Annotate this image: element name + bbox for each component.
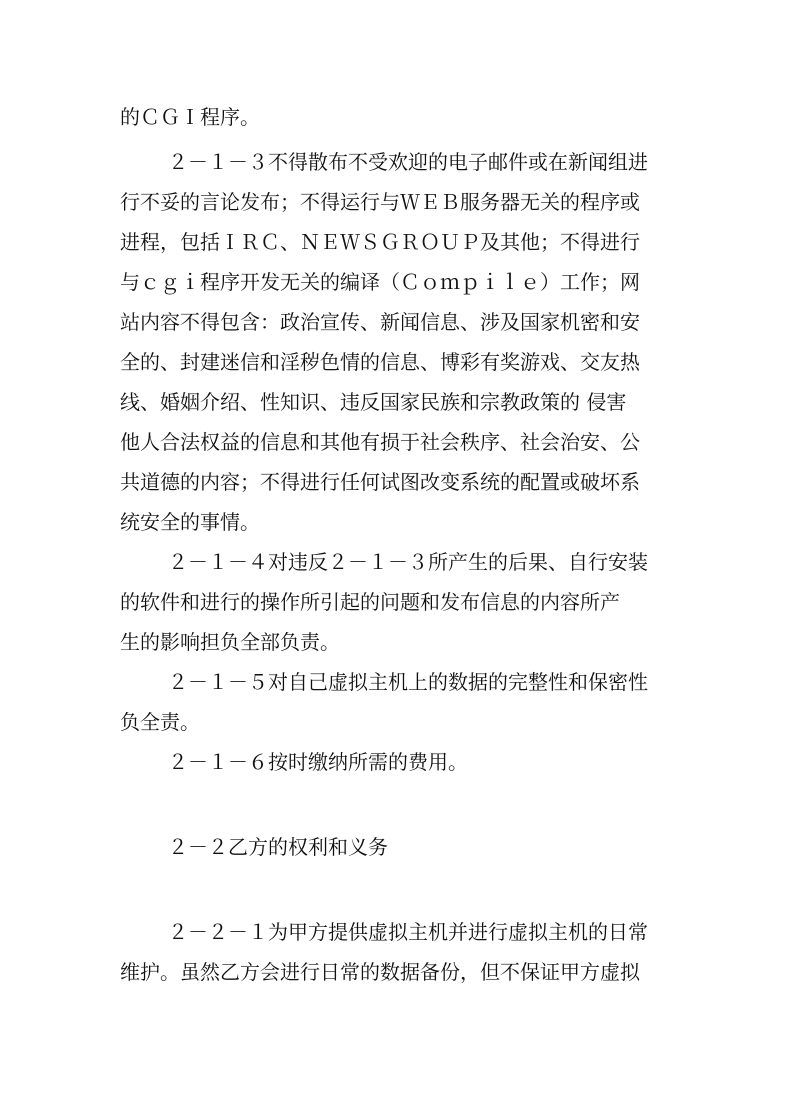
text-line: 全的、封建迷信和淫秽色情的信息、博彩有奖游戏、交友热 xyxy=(120,350,640,374)
section-heading-2-2: ２－２乙方的权利和义务 xyxy=(168,835,388,859)
text-line: 进程，包括ＩＲＣ、ＮＥＷＳＧＲＯＵＰ及其他；不得进行 xyxy=(120,230,640,254)
clause-2-1-4-start: ２－１－４对违反２－１－３所产生的后果、自行安装 xyxy=(168,550,648,574)
text-line: 负全责。 xyxy=(120,710,200,734)
text-line: 统安全的事情。 xyxy=(120,510,260,534)
text-line: 维护。虽然乙方会进行日常的数据备份，但不保证甲方虚拟 xyxy=(120,960,640,984)
text-line: 共道德的内容；不得进行任何试图改变系统的配置或破坏系 xyxy=(120,470,640,494)
text-line: 生的影响担负全部负责。 xyxy=(120,630,340,654)
text-line: 行不妥的言论发布；不得运行与ＷＥＢ服务器无关的程序或 xyxy=(120,190,640,214)
clause-2-2-1-start: ２－２－１为甲方提供虚拟主机并进行虚拟主机的日常 xyxy=(168,920,648,944)
text-line: 站内容不得包含：政治宣传、新闻信息、涉及国家机密和安 xyxy=(120,310,640,334)
text-line: 与ｃｇｉ程序开发无关的编译（Ｃｏｍｐｉｌｅ）工作；网 xyxy=(120,270,640,294)
text-line: 的软件和进行的操作所引起的问题和发布信息的内容所产 xyxy=(120,590,620,614)
clause-2-1-6: ２－１－６按时缴纳所需的费用。 xyxy=(168,750,468,774)
clause-2-1-3-start: ２－１－３不得散布不受欢迎的电子邮件或在新闻组进 xyxy=(168,150,648,174)
text-line: 他人合法权益的信息和其他有损于社会秩序、社会治安、公 xyxy=(120,430,640,454)
text-line: 线、婚姻介绍、性知识、违反国家民族和宗教政策的 侵害 xyxy=(120,390,627,414)
text-line: 的ＣＧＩ程序。 xyxy=(120,105,260,129)
clause-2-1-5-start: ２－１－５对自己虚拟主机上的数据的完整性和保密性 xyxy=(168,670,648,694)
